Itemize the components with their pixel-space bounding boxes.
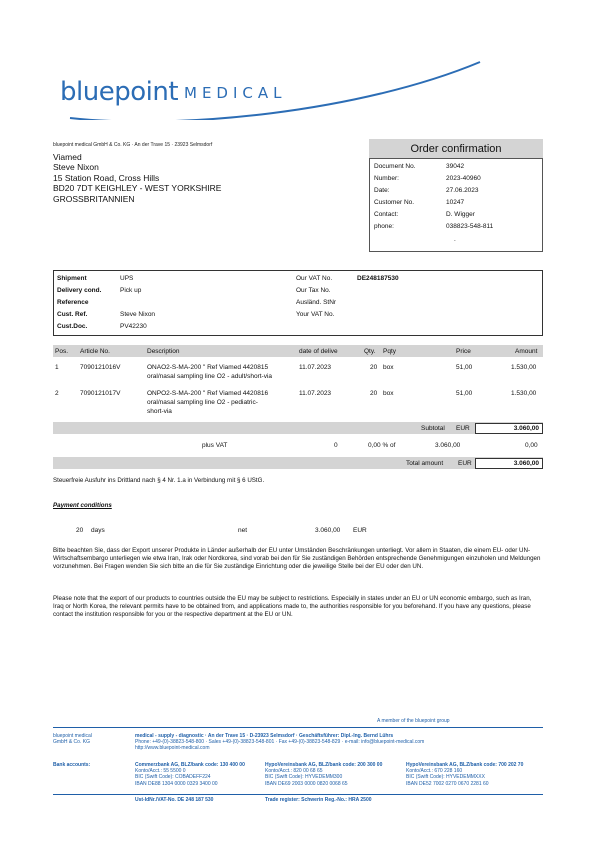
- footer-company: bluepoint medical GmbH & Co. KG: [53, 733, 92, 746]
- item-desc: oral/nasal sampling line O2 - pediatric-: [147, 399, 258, 406]
- shipment-value: DE248187530: [357, 275, 399, 282]
- item-amount: 1.530,00: [511, 390, 537, 397]
- order-value: 39042: [446, 163, 465, 170]
- vat-rate: 0,00 % of: [368, 442, 396, 449]
- col-pos: Pos.: [55, 348, 69, 355]
- subtotal-value: 3.060,00: [475, 423, 543, 434]
- order-label: Date:: [374, 187, 390, 194]
- payment-net-label: net: [238, 527, 248, 534]
- col-price: Price: [456, 348, 471, 355]
- total-value: 3.060,00: [475, 458, 543, 469]
- total-label: Total amount: [406, 460, 444, 467]
- order-label: Number:: [374, 175, 399, 182]
- shipment-label: Our VAT No.: [296, 275, 333, 282]
- footer-bank-3: HypoVereinsbank AG, BLZ/bank code: 700 202 70 Konto/Acct.: 670 228 160 BIC (Swift Code): HYVEDEMMXXX IBAN DE52 7002 0270 0670 2281 60: [406, 762, 524, 787]
- footer-vat: Ust-IdNr./VAT-No. DE 248 187 530: [135, 797, 214, 803]
- shipment-value: PV42230: [120, 323, 147, 330]
- item-pos: 1: [55, 364, 59, 371]
- col-qty: Qty.: [364, 348, 376, 355]
- recipient-address: Viamed Steve Nixon 15 Station Road, Cross Hills BD20 7DT KEIGHLEY - WEST YORKSHIRE GROSSBRITANNIEN: [53, 152, 222, 204]
- order-title: Order confirmation: [369, 139, 543, 159]
- payment-days-label: days: [91, 527, 105, 534]
- subtotal-currency: EUR: [456, 425, 470, 432]
- item-qty: 20: [370, 390, 378, 397]
- order-label: Document No.: [374, 163, 416, 170]
- footer-divider-bottom: [53, 794, 543, 795]
- order-value: 2023-40960: [446, 175, 481, 182]
- item-qty: 20: [370, 364, 378, 371]
- tax-note: Steuerfreie Ausfuhr ins Drittland nach § 4 Nr. 1.a in Verbindung mit § 6 UStG.: [53, 477, 265, 484]
- footer-bank-1: Commerzbank AG, BLZ/bank code: 130 400 00 Konto/Acct.: 55 5500 0 BIC (Swift Code): COBADEFF224 IBAN DE88 1304 0000 0329 3400 00: [135, 762, 245, 787]
- order-label: Customer No.: [374, 199, 415, 206]
- vat-code: 0: [334, 442, 338, 449]
- item-desc: ONAO2-S-MA-200 " Ref Viamed 4420815: [147, 364, 269, 371]
- footer-divider: [53, 727, 543, 728]
- payment-currency: EUR: [353, 527, 367, 534]
- order-label: phone:: [374, 223, 394, 230]
- item-article: 7090121017V: [80, 390, 121, 397]
- vat-base: 3.060,00: [435, 442, 461, 449]
- item-price: 51,00: [456, 364, 473, 371]
- item-desc: short-via: [147, 408, 172, 415]
- export-note-en: Please note that the export of our products to countries outside the EU may be subject to restrictions. Especially in states under an EU or UN economic embargo, such as Iran, Iraq or North Korea, the relevant permits have to be obtained from, and applications made to, the authorities responsible for you beforehand. If you have any questions, please contact the institution responsible for you or the respective department at the EU or UN.: [53, 595, 532, 618]
- item-unit: box: [383, 364, 394, 371]
- order-value: D. Wigger: [446, 211, 475, 218]
- vat-amount: 0,00: [525, 442, 538, 449]
- shipment-value: Pick up: [120, 287, 142, 294]
- shipment-label: Cust.Doc.: [57, 323, 88, 330]
- shipment-label: Cust. Ref.: [57, 311, 88, 318]
- footer-bank-2: HypoVereinsbank AG, BLZ/bank code: 200 300 00 Konto/Acct.: 820 00 68 65 BIC (Swift Code): HYVEDEMM300 IBAN DE69 2003 0000 0820 0068 65: [265, 762, 383, 787]
- order-trail: .: [454, 236, 456, 243]
- item-date: 11.07.2023: [299, 364, 332, 371]
- vat-label: plus VAT: [202, 442, 228, 449]
- shipment-label: Our Tax No.: [296, 287, 331, 294]
- item-desc: ONPO2-S-MA-200 " Ref Viamed 4420816: [147, 390, 269, 397]
- brand-logo: bluepoint MEDICAL: [60, 77, 287, 107]
- col-article: Article No.: [80, 348, 110, 355]
- shipment-label: Reference: [57, 299, 89, 306]
- footer-register: Trade register: Schwerin Reg.-No.: HRA 2500: [265, 797, 372, 803]
- payment-amount: 3.060,00: [315, 527, 341, 534]
- export-note-de: Bitte beachten Sie, dass der Export unserer Produkte in Länder außerhalb der EU unter Umständen Beschränkungen unterliegt. Vor allem in Staaten, die einem EU- oder UN-Wirtschaftsembargo unterliegen wie etwa Iran, Irak oder Nordkorea, sind vorab bei den für Sie zuständigen Behörden entsprechende Genehmigungen einzuholen und Meldungen vorzunehmen. Bei Fragen wenden Sie sich bitte an die für Sie zuständige Einrichtung oder die jeweilige Stelle bei der EU oder den UN.: [53, 547, 541, 570]
- col-date: date of delive: [299, 348, 338, 355]
- item-desc: oral/nasal sampling line O2 - adult/short-via: [147, 373, 273, 380]
- col-unit: Pqty: [383, 348, 397, 355]
- payment-heading: Payment conditions: [53, 502, 112, 509]
- group-line: A member of the bluepoint group: [377, 718, 450, 724]
- payment-days: 20: [76, 527, 84, 534]
- item-pos: 2: [55, 390, 59, 397]
- item-article: 7090121016V: [80, 364, 121, 371]
- shipment-value: Steve Nixon: [120, 311, 156, 318]
- order-value: 27.06.2023: [446, 187, 479, 194]
- item-date: 11.07.2023: [299, 390, 332, 397]
- sender-line: bluepoint medical GmbH & Co. KG · An der Trave 15 · 23923 Selmsdorf: [53, 142, 213, 148]
- footer-bank-label: Bank accounts:: [53, 762, 91, 768]
- shipment-label: Delivery cond.: [57, 287, 102, 294]
- footer-contact: medical - supply - diagnostic · An der Trave 15 · D-23923 Selmsdorf · Geschäftsführer: Dipl.-Ing. Bernd Lührs Phone: +49-(0)-38823-548-800 · Sales +49-(0)-38823-548-801 · Fax +49-(0)-38823-548-829 · e-mail: info@bluepoint-medical.com http://www.bluepoint-medical.com: [135, 733, 425, 752]
- col-amount: Amount: [515, 348, 538, 355]
- shipment-label: Your VAT No.: [296, 311, 335, 318]
- subtotal-label: Subtotal: [421, 425, 445, 432]
- shipment-label: Shipment: [57, 275, 87, 282]
- item-amount: 1.530,00: [511, 364, 537, 371]
- item-unit: box: [383, 390, 394, 397]
- order-label: Contact:: [374, 211, 399, 218]
- total-currency: EUR: [458, 460, 472, 467]
- col-desc: Description: [147, 348, 180, 355]
- shipment-label: Ausländ. StNr: [296, 299, 337, 306]
- order-value: 10247: [446, 199, 465, 206]
- order-value: 038823-548-811: [446, 223, 494, 230]
- shipment-value: UPS: [120, 275, 134, 282]
- item-price: 51,00: [456, 390, 473, 397]
